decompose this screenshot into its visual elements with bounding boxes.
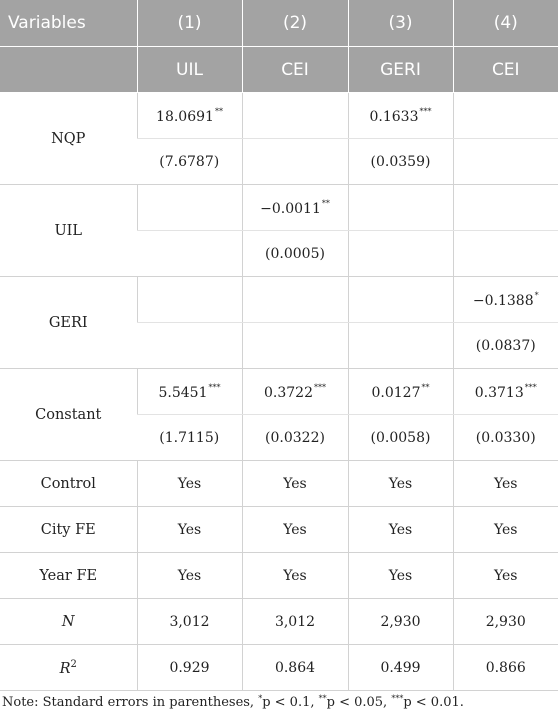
coef-cell: 0.3713*** [453, 369, 558, 415]
row-label-r2: $R^2$ [0, 645, 137, 691]
variables-header: Variables [0, 0, 137, 47]
se-cell [137, 323, 242, 369]
se-cell: (0.0359) [348, 139, 453, 185]
header-row-numbers [0, 0, 558, 47]
se-cell: (0.0058) [348, 415, 453, 461]
se-cell: (0.0322) [242, 415, 348, 461]
col-name-1: UIL [137, 47, 242, 93]
se-cell [242, 323, 348, 369]
row-label-nqp: NQP [0, 93, 137, 185]
coef-cell [453, 93, 558, 139]
value-cell: Yes [137, 461, 242, 507]
value-cell: 0.864 [242, 645, 348, 691]
row-label-n: N [0, 599, 137, 645]
row-label-uil: UIL [0, 185, 137, 277]
value-cell: Yes [348, 461, 453, 507]
coef-cell: −0.1388* [453, 277, 558, 323]
se-cell: (1.7115) [137, 415, 242, 461]
value-cell: Yes [137, 553, 242, 599]
value-cell: 2,930 [348, 599, 453, 645]
coef-cell: 0.3722*** [242, 369, 348, 415]
coef-cell: 0.1633*** [348, 93, 453, 139]
col-number-4: (4) [453, 0, 558, 47]
value-cell: Yes [348, 553, 453, 599]
value-cell: Yes [137, 507, 242, 553]
value-cell: Yes [348, 507, 453, 553]
row-label-constant: Constant [0, 369, 137, 461]
value-cell: 3,012 [242, 599, 348, 645]
se-cell: (0.0005) [242, 231, 348, 277]
header-blank-cell [0, 47, 137, 93]
table-row-control [0, 461, 558, 507]
value-cell: Yes [453, 461, 558, 507]
se-cell [453, 231, 558, 277]
se-cell: (0.0837) [453, 323, 558, 369]
se-cell [348, 231, 453, 277]
row-label-city-fe: City FE [0, 507, 137, 553]
value-cell: 3,012 [137, 599, 242, 645]
coef-cell [242, 277, 348, 323]
table-note: Note: Standard errors in parentheses, *p < 0.1, **p < 0.05, ***p < 0.01. [2, 694, 464, 710]
table-row-uil-coef [0, 185, 558, 231]
col-number-3: (3) [348, 0, 453, 47]
col-number-1: (1) [137, 0, 242, 47]
se-cell [348, 323, 453, 369]
row-label-control: Control [0, 461, 137, 507]
table-row-n [0, 599, 558, 645]
value-cell: 0.929 [137, 645, 242, 691]
coef-cell [137, 185, 242, 231]
coef-cell [348, 277, 453, 323]
se-cell [137, 231, 242, 277]
value-cell: Yes [453, 553, 558, 599]
se-cell: (0.0330) [453, 415, 558, 461]
table-row-constant-coef [0, 369, 558, 415]
coef-cell: −0.0011** [242, 185, 348, 231]
row-label-year-fe: Year FE [0, 553, 137, 599]
se-cell [242, 139, 348, 185]
value-cell: 0.499 [348, 645, 453, 691]
value-cell: Yes [453, 507, 558, 553]
row-label-geri: GERI [0, 277, 137, 369]
table-row-nqp-coef [0, 93, 558, 139]
table-row-r2 [0, 645, 558, 691]
coef-cell [137, 277, 242, 323]
value-cell: Yes [242, 553, 348, 599]
se-cell: (7.6787) [137, 139, 242, 185]
col-number-2: (2) [242, 0, 348, 47]
coef-cell: 18.0691** [137, 93, 242, 139]
col-name-3: GERI [348, 47, 453, 93]
table-row-year-fe [0, 553, 558, 599]
value-cell: 2,930 [453, 599, 558, 645]
value-cell: Yes [242, 461, 348, 507]
table-row-city-fe [0, 507, 558, 553]
coef-cell: 5.5451*** [137, 369, 242, 415]
header-row-names [0, 47, 558, 93]
se-cell [453, 139, 558, 185]
value-cell: Yes [242, 507, 348, 553]
table-row-geri-coef [0, 277, 558, 323]
coef-cell [242, 93, 348, 139]
coef-cell: 0.0127** [348, 369, 453, 415]
coef-cell [348, 185, 453, 231]
col-name-4: CEI [453, 47, 558, 93]
coef-cell [453, 185, 558, 231]
col-name-2: CEI [242, 47, 348, 93]
value-cell: 0.866 [453, 645, 558, 691]
